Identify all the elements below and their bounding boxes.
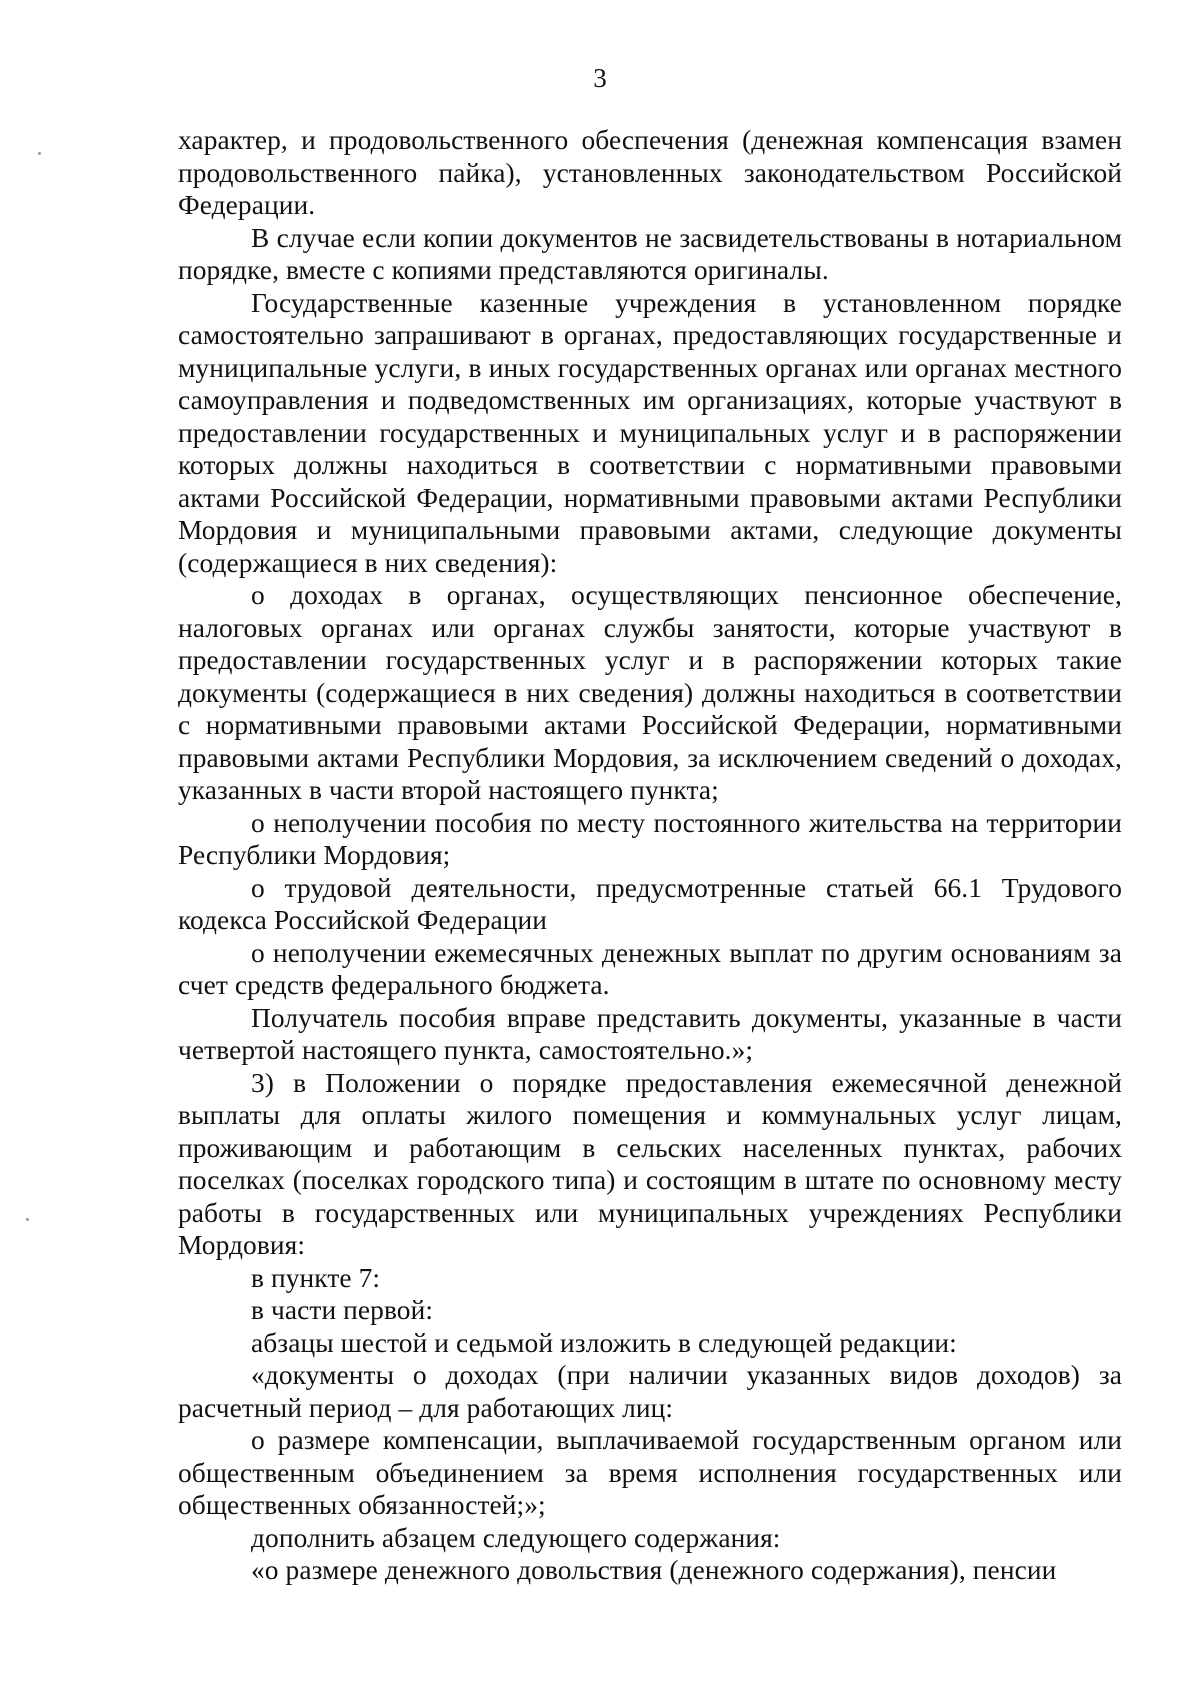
paragraph-income-documents: «документы о доходах (при наличии указанных видов доходов) за расчетный период – для работающих лиц: xyxy=(178,1360,1122,1423)
paragraph-non-receipt-payments: о неполучении ежемесячных денежных выплат по другим основаниям за счет средств федерального бюджета. xyxy=(178,937,1122,1000)
paragraph-sixth-seventh: абзацы шестой и седьмой изложить в следующей редакции: xyxy=(251,1327,957,1358)
paragraph-item-3: 3) в Положении о порядке предоставления ежемесячной денежной выплаты для оплаты жилого помещения и коммунальных услуг лицам, проживающим и работающим в сельских населенных пунктах, рабочих поселках (поселках городского типа) и состоящим в штате по основному месту работы в государственных или муниципальных учреждениях Республики Мордовия: xyxy=(178,1067,1122,1260)
document-body xyxy=(178,124,1122,1587)
scan-speck xyxy=(26,1218,29,1221)
paragraph-non-receipt-benefit: о неполучении пособия по месту постоянного жительства на территории Республики Мордовия; xyxy=(178,807,1122,870)
paragraph-supplement: дополнить абзацем следующего содержания: xyxy=(251,1522,781,1553)
paragraph-point-7: в пункте 7: xyxy=(251,1262,381,1293)
paragraph-labor-activity: о трудовой деятельности, предусмотренные статьей 66.1 Трудового кодекса Российской Федерации xyxy=(178,872,1122,935)
scan-speck xyxy=(38,152,41,155)
page-number: 3 xyxy=(593,63,607,93)
paragraph-copies-notarized: В случае если копии документов не засвидетельствованы в нотариальном порядке, вместе с копиями представляются оригиналы. xyxy=(178,222,1122,285)
paragraph-part-one: в части первой: xyxy=(251,1295,434,1325)
paragraph-state-institutions-request: Государственные казенные учреждения в установленном порядке самостоятельно запрашивают в органах, предоставляющих государственные и муниципальные услуги, в иных государственных органах или органах местного самоуправления и подведомственных им организациях, которые участвуют в предоставлении государственных и муниципальных услуг и в распоряжении которых должны находиться в соответствии с нормативными правовыми актами Российской Федерации, нормативными правовыми актами Республики Мордовия и муниципальными правовыми актами, следующие документы (содержащиеся в них сведения): xyxy=(178,287,1122,578)
paragraph-compensation: о размере компенсации, выплачиваемой государственным органом или общественным объединением за время исполнения государственных или общественных обязанностей;»; xyxy=(178,1425,1122,1520)
paragraph-income-info: о доходах в органах, осуществляющих пенсионное обеспечение, налоговых органах или органах службы занятости, которые участвуют в предоставлении государственных услуг и в распоряжении которых такие документы (содержащиеся в них сведения) должны находиться в соответствии с нормативными правовыми актами Российской Федерации, нормативными правовыми актами Республики Мордовия, за исключением сведений о доходах, указанных в части второй настоящего пункта; xyxy=(178,580,1122,805)
paragraph-allowance: «о размере денежного довольствия (денежного содержания), пенсии xyxy=(251,1555,1057,1585)
paragraph-continuation: характер, и продовольственного обеспечения (денежная компенсация взамен продовольственного пайка), установленных законодательством Российской Федерации. xyxy=(178,125,1122,220)
paragraph-recipient-right: Получатель пособия вправе представить документы, указанные в части четвертой настоящего пункта, самостоятельно.»; xyxy=(178,1002,1122,1065)
